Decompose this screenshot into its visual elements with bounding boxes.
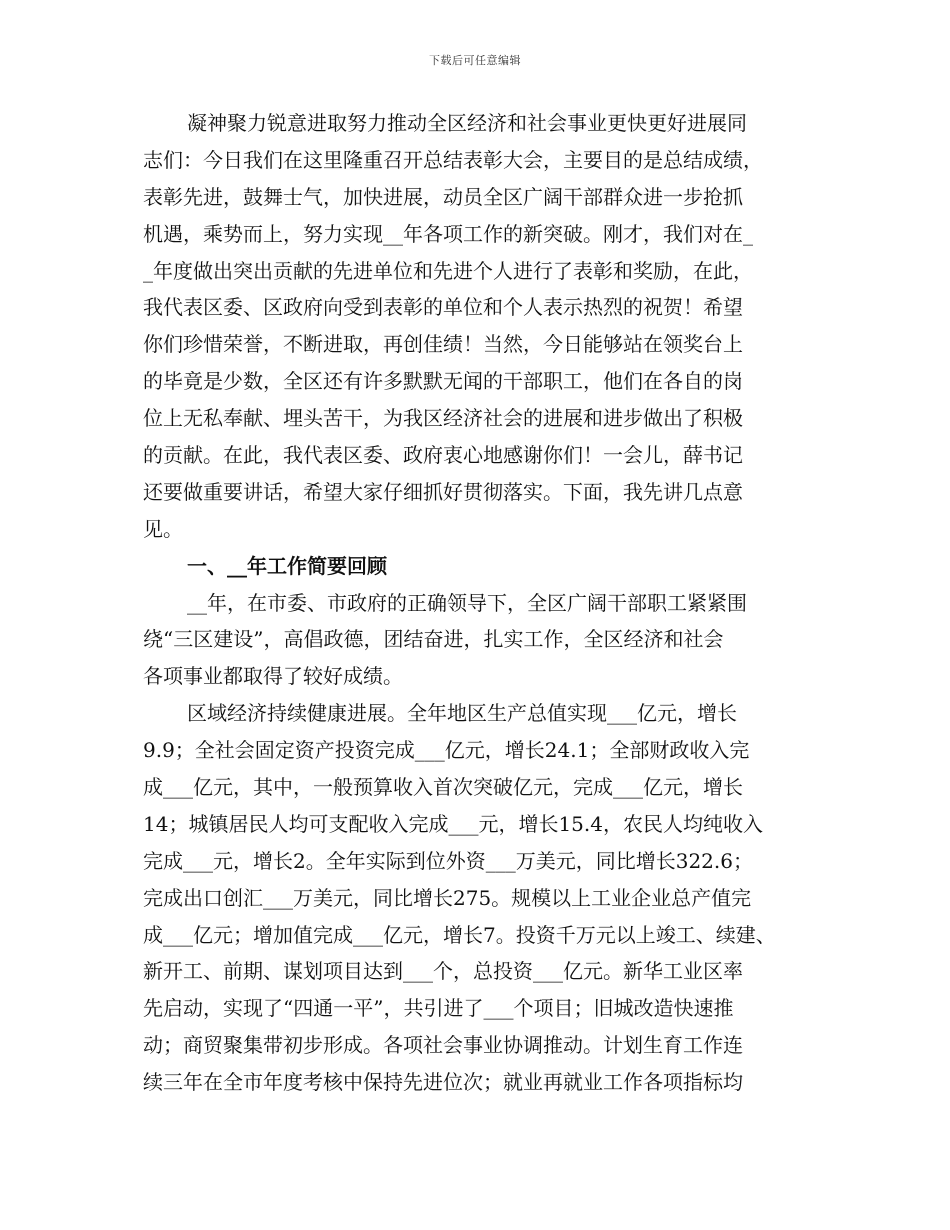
text-line: 我代表区委、区政府向受到表彰的单位和个人表示热烈的祝贺！希望 bbox=[143, 295, 743, 320]
text-line: 你们珍惜荣誉，不断进取，再创佳绩！当然，今日能够站在领奖台上 bbox=[143, 332, 743, 357]
document-body bbox=[143, 105, 811, 1101]
text-line: 9.9；全社会固定资产投资完成___亿元，增长24.1；全部财政收入完 bbox=[143, 738, 750, 763]
text-line: 凝神聚力锐意进取努力推动全区经济和社会事业更快更好进展同 bbox=[187, 111, 747, 135]
text-line: 位上无私奉献、埋头苦干，为我区经济社会的进展和进步做出了积极 bbox=[143, 406, 743, 431]
text-line: 完成出口创汇___万美元，同比增长275。规模以上工业企业总产值完 bbox=[143, 885, 752, 910]
text-line: 志们：今日我们在这里隆重召开总结表彰大会，主要目的是总结成绩， bbox=[143, 147, 763, 172]
text-line: 续三年在全市年度考核中保持先进位次；就业再就业工作各项指标均 bbox=[143, 1070, 743, 1095]
text-line: 区域经济持续健康进展。全年地区生产总值实现___亿元，增长 bbox=[187, 701, 737, 726]
text-line: 机遇，乘势而上，努力实现__年各项工作的新突破。刚才，我们对在_ bbox=[143, 221, 753, 246]
text-line: _年度做出突出贡献的先进单位和先进个人进行了表彰和奖励，在此， bbox=[143, 258, 753, 283]
text-line: 表彰先进，鼓舞士气，加快进展，动员全区广阔干部群众进一步抢抓 bbox=[143, 184, 743, 209]
section-heading: 一、__年工作简要回顾 bbox=[187, 553, 387, 578]
text-line: 的毕竟是少数，全区还有许多默默无闻的干部职工，他们在各自的岗 bbox=[143, 369, 743, 394]
text-line: __年，在市委、市政府的正确领导下，全区广阔干部职工紧紧围 bbox=[187, 590, 747, 615]
text-line: 先启动，实现了“四通一平”，共引进了___个项目；旧城改造快速推 bbox=[143, 996, 734, 1021]
text-line: 成___亿元；增加值完成___亿元，增长7。投资千万元以上竣工、续建、 bbox=[143, 922, 776, 947]
text-line: 成___亿元，其中，一般预算收入首次突破亿元，完成___亿元，增长 bbox=[143, 775, 743, 800]
text-line: 14；城镇居民人均可支配收入完成___元，增长15.4，农民人均纯收入 bbox=[143, 811, 763, 836]
page-header: 下载后可任意编辑 bbox=[429, 54, 521, 67]
text-line: 还要做重要讲话，希望大家仔细抓好贯彻落实。下面，我先讲几点意 bbox=[143, 479, 743, 504]
text-line: 各项事业都取得了较好成绩。 bbox=[143, 664, 403, 689]
text-line: 见。 bbox=[143, 516, 183, 541]
text-line: 新开工、前期、谋划项目达到___个，总投资___亿元。新华工业区率 bbox=[143, 959, 743, 984]
text-line: 绕“三区建设”，高倡政德，团结奋进，扎实工作，全区经济和社会 bbox=[143, 627, 724, 652]
text-line: 动；商贸聚集带初步形成。各项社会事业协调推动。计划生育工作连 bbox=[143, 1033, 743, 1058]
text-line: 完成___元，增长2。全年实际到位外资___万美元，同比增长322.6； bbox=[143, 848, 753, 873]
text-line: 的贡献。在此，我代表区委、政府衷心地感谢你们！一会儿，薛书记 bbox=[143, 443, 743, 468]
